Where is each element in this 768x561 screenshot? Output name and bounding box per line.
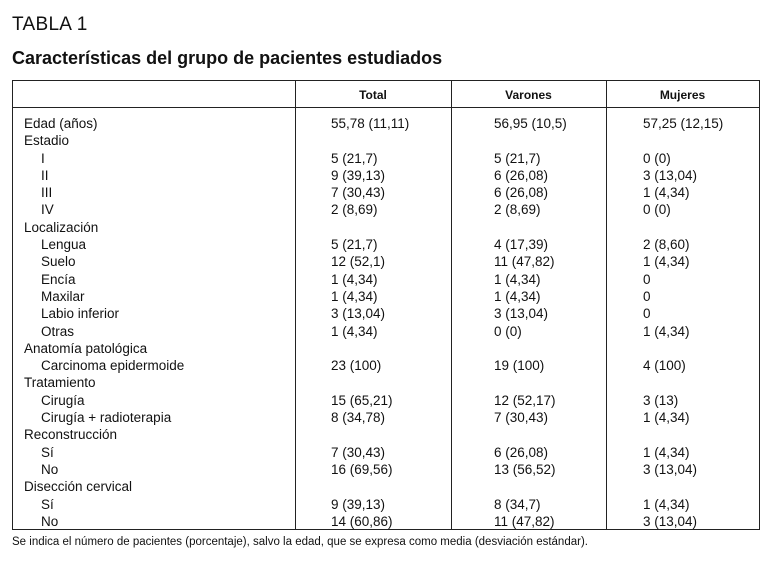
cell-mujeres: 1 (4,34): [643, 410, 690, 426]
row-label: Reconstrucción: [24, 427, 118, 443]
cell-varones: 1 (4,34): [494, 271, 541, 287]
cell-total: 9 (39,13): [331, 167, 386, 183]
table-row: [13, 184, 759, 201]
table-row: [13, 150, 759, 167]
table-row: [13, 219, 759, 236]
data-table: [12, 80, 760, 530]
table-row: [13, 201, 759, 218]
row-label: Maxilar: [41, 288, 85, 304]
table-row: [13, 288, 759, 305]
row-label: Sí: [41, 496, 54, 512]
cell-varones: 13 (56,52): [494, 461, 556, 477]
table-row: [13, 357, 759, 374]
row-label: Cirugía: [41, 392, 85, 408]
row-label: Anatomía patológica: [24, 340, 148, 356]
table-row: [13, 271, 759, 288]
table-row: [13, 409, 759, 426]
cell-mujeres: 1 (4,34): [643, 323, 690, 339]
cell-varones: 6 (26,08): [494, 444, 549, 460]
cell-total: 5 (21,7): [331, 237, 378, 253]
cell-varones: 0 (0): [494, 323, 522, 339]
header-label-column: [13, 81, 295, 108]
row-label: No: [41, 461, 59, 477]
cell-mujeres: 3 (13): [643, 392, 679, 408]
cell-total: 15 (65,21): [331, 392, 393, 408]
cell-mujeres: 2 (8,60): [643, 237, 690, 253]
cell-varones: 3 (13,04): [494, 306, 549, 322]
table-row: [13, 253, 759, 270]
row-label: II: [41, 167, 49, 183]
cell-mujeres: 3 (13,04): [643, 167, 698, 183]
row-label: Lengua: [41, 237, 87, 253]
cell-varones: 11 (47,82): [494, 254, 555, 270]
row-label: I: [41, 150, 45, 166]
cell-varones: 8 (34,7): [494, 496, 541, 512]
cell-total: 3 (13,04): [331, 306, 386, 322]
header-total: Total: [295, 81, 451, 108]
cell-mujeres: 3 (13,04): [643, 461, 698, 477]
cell-total: 12 (52,1): [331, 254, 386, 270]
cell-total: 16 (69,56): [331, 461, 393, 477]
cell-total: 7 (30,43): [331, 185, 386, 201]
cell-mujeres: 1 (4,34): [643, 496, 690, 512]
row-label: Encía: [41, 271, 76, 287]
cell-mujeres: 0: [643, 306, 651, 322]
header-varones: Varones: [451, 81, 606, 108]
table-row: [13, 478, 759, 495]
cell-mujeres: 4 (100): [643, 358, 686, 374]
table-row: [13, 374, 759, 391]
cell-total: 1 (4,34): [331, 271, 378, 287]
cell-total: 5 (21,7): [331, 150, 378, 166]
cell-varones: 2 (8,69): [494, 202, 541, 218]
row-label: Tratamiento: [24, 375, 96, 391]
cell-total: 23 (100): [331, 358, 382, 374]
row-label: III: [41, 185, 53, 201]
table-row: [13, 426, 759, 443]
cell-mujeres: 0 (0): [643, 150, 671, 166]
table-row: [13, 340, 759, 357]
row-label: Suelo: [41, 254, 76, 270]
row-label: Cirugía + radioterapia: [41, 410, 172, 426]
cell-mujeres: 1 (4,34): [643, 444, 690, 460]
cell-varones: 6 (26,08): [494, 167, 549, 183]
row-label: Otras: [41, 323, 75, 339]
cell-mujeres: 57,25 (12,15): [643, 116, 724, 131]
table-row: [13, 444, 759, 461]
cell-mujeres: 0 (0): [643, 202, 671, 218]
cell-total: 1 (4,34): [331, 323, 378, 339]
table-title: Características del grupo de pacientes estudiados: [12, 48, 443, 68]
cell-total: 1 (4,34): [331, 288, 378, 304]
table-row: [13, 323, 759, 340]
cell-mujeres: 1 (4,34): [643, 185, 690, 201]
cell-varones: 19 (100): [494, 358, 545, 374]
row-label: Edad (años): [24, 116, 98, 131]
row-label: Localización: [24, 219, 99, 235]
table-row: [13, 513, 759, 530]
cell-mujeres: 0: [643, 288, 651, 304]
table-row: [13, 236, 759, 253]
cell-total: 8 (34,78): [331, 410, 386, 426]
cell-varones: 6 (26,08): [494, 185, 549, 201]
table-body: [13, 115, 759, 530]
cell-mujeres: 3 (13,04): [643, 513, 698, 529]
footnote: Se indica el número de pacientes (porcentaje), salvo la edad, que se expresa como media (desviación estándar).: [12, 536, 588, 548]
cell-total: 9 (39,13): [331, 496, 386, 512]
table-row: [13, 496, 759, 513]
table-row: [13, 392, 759, 409]
row-label: Disección cervical: [24, 479, 133, 495]
cell-total: 7 (30,43): [331, 444, 386, 460]
cell-varones: 4 (17,39): [494, 237, 549, 253]
cell-varones: 7 (30,43): [494, 410, 549, 426]
table-row: [13, 115, 759, 132]
row-label: Labio inferior: [41, 306, 120, 322]
row-label: IV: [41, 202, 54, 218]
table-row: [13, 132, 759, 149]
cell-varones: 12 (52,17): [494, 392, 556, 408]
cell-total: 55,78 (11,11): [331, 116, 410, 131]
row-label: Estadio: [24, 133, 70, 149]
row-label: No: [41, 513, 59, 529]
cell-varones: 56,95 (10,5): [494, 116, 567, 131]
table-label: TABLA 1: [12, 14, 88, 35]
cell-varones: 1 (4,34): [494, 288, 541, 304]
row-label: Carcinoma epidermoide: [41, 358, 185, 374]
row-label: Sí: [41, 444, 54, 460]
cell-total: 2 (8,69): [331, 202, 378, 218]
cell-mujeres: 1 (4,34): [643, 254, 690, 270]
header-mujeres: Mujeres: [606, 81, 759, 108]
table-row: [13, 461, 759, 478]
cell-varones: 11 (47,82): [494, 513, 555, 529]
cell-total: 14 (60,86): [331, 513, 393, 529]
table-row: [13, 167, 759, 184]
cell-varones: 5 (21,7): [494, 150, 541, 166]
table-row: [13, 305, 759, 322]
cell-mujeres: 0: [643, 271, 651, 287]
